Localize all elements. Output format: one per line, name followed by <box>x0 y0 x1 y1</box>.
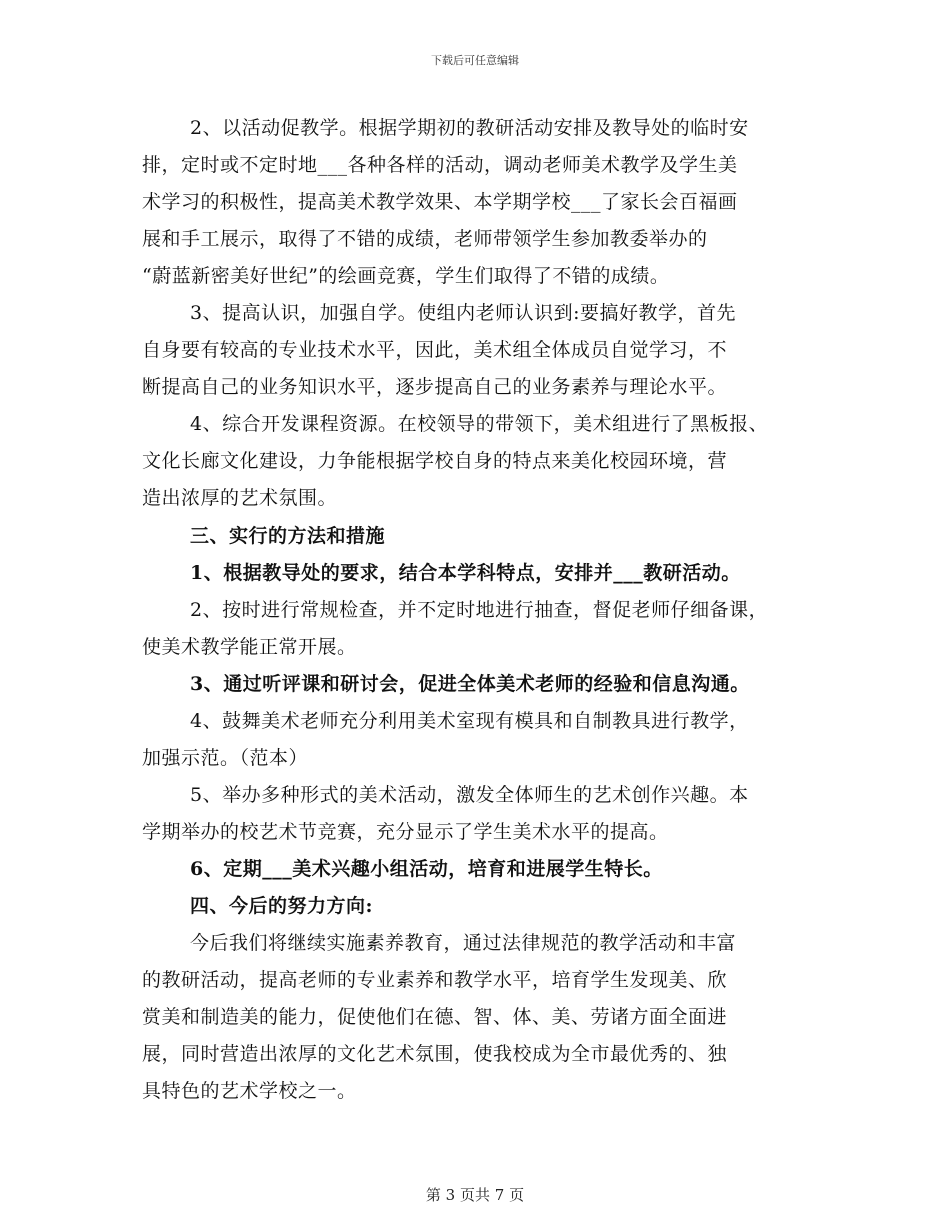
paragraph-line: 展，同时营造出浓厚的文化艺术氛围，使我校成为全市最优秀的、独 <box>142 1043 728 1065</box>
paragraph-line: 赏美和制造美的能力，促使他们在德、智、体、美、劳诸方面全面进 <box>142 1006 728 1028</box>
paragraph-line: 具特色的艺术学校之一。 <box>142 1080 357 1102</box>
section-heading: 三、实行的方法和措施 <box>190 525 386 547</box>
paragraph-line: “蔚蓝新密美好世纪”的绘画竞赛，学生们取得了不错的成绩。 <box>142 265 670 287</box>
bold-list-item: 1、根据教导处的要求，结合本学科特点，安排并___教研活动。 <box>190 562 741 584</box>
paragraph-line: 术学习的积极性，提高美术教学效果、本学期学校___了家长会百福画 <box>142 191 738 213</box>
paragraph-line: 加强示范。（范本） <box>142 747 309 769</box>
page-header: 下载后可任意编辑 <box>431 54 519 67</box>
paragraph-line: 展和手工展示，取得了不错的成绩，老师带领学生参加教委举办的 <box>142 228 708 250</box>
bold-list-item: 3、通过听评课和研讨会，促进全体美术老师的经验和信息沟通。 <box>190 673 750 695</box>
paragraph-line: 造出浓厚的艺术氛围。 <box>142 487 338 509</box>
section-heading: 四、今后的努力方向: <box>190 895 374 917</box>
paragraph-line: 今后我们将继续实施素养教育，通过法律规范的教学活动和丰富 <box>190 932 737 954</box>
paragraph-line: 4、鼓舞美术老师充分利用美术室现有模具和自制教具进行教学， <box>190 710 749 732</box>
page-footer: 第 3 页共 7 页 <box>425 1186 525 1204</box>
paragraph-line: 5、举办多种形式的美术活动，激发全体师生的艺术创作兴趣。本 <box>190 784 749 806</box>
paragraph-line: 2、按时进行常规检查，并不定时地进行抽查，督促老师仔细备课， <box>190 599 769 621</box>
paragraph-line: 4、综合开发课程资源。在校领导的带领下，美术组进行了黑板报、 <box>190 413 769 435</box>
paragraph-line: 2、以活动促教学。根据学期初的教研活动安排及教导处的临时安 <box>190 117 749 139</box>
paragraph-line: 文化长廊文化建设，力争能根据学校自身的特点来美化校园环境，营 <box>142 450 728 472</box>
paragraph-line: 使美术教学能正常开展。 <box>142 636 357 658</box>
bold-list-item: 6、定期___美术兴趣小组活动，培育和进展学生特长。 <box>190 858 663 880</box>
paragraph-line: 学期举办的校艺术节竞赛，充分显示了学生美术水平的提高。 <box>142 821 669 843</box>
paragraph-line: 自身要有较高的专业技术水平，因此，美术组全体成员自觉学习，不 <box>142 339 728 361</box>
paragraph-line: 的教研活动，提高老师的专业素养和教学水平，培育学生发现美、欣 <box>142 969 728 991</box>
paragraph-line: 断提高自己的业务知识水平，逐步提高自己的业务素养与理论水平。 <box>142 376 728 398</box>
paragraph-line: 排，定时或不定时地___各种各样的活动，调动老师美术教学及学生美 <box>142 154 738 176</box>
paragraph-line: 3、提高认识，加强自学。使组内老师认识到:要搞好教学，首先 <box>190 302 736 324</box>
